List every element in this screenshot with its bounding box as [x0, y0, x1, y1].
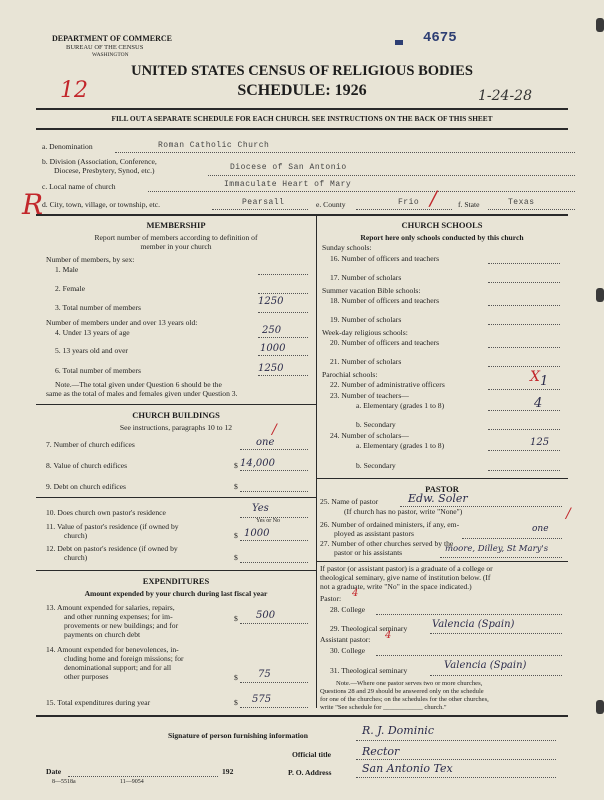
- q8-value-edifices: 8. Value of church edifices: [46, 461, 128, 470]
- division-label-1: b. Division (Association, Conference,: [42, 157, 157, 166]
- q24b-line: [488, 470, 560, 471]
- sunday-schools: Sunday schools:: [322, 243, 372, 252]
- buildings-intro: See instructions, paragraphs 10 to 12: [119, 423, 233, 432]
- official-title-value: Rector: [362, 745, 400, 758]
- age-intro: Number of members under and over 13 years old:: [46, 318, 198, 327]
- buildings-title: CHURCH BUILDINGS: [132, 410, 220, 420]
- membership-intro-2: member in your church: [140, 242, 212, 251]
- q18: 18. Number of officers and teachers: [330, 296, 440, 305]
- city-label: d. City, town, village, or township, etc.: [42, 200, 161, 209]
- denomination-value: Roman Catholic Church: [158, 141, 270, 150]
- schedule-title: SCHEDULE: 1926: [237, 82, 367, 99]
- q23a-value: 4: [534, 396, 543, 411]
- q23a-line: [488, 410, 560, 411]
- q19: 19. Number of scholars: [330, 315, 402, 324]
- dept-line-1: DEPARTMENT OF COMMERCE: [52, 34, 173, 43]
- q27-line-1: 27. Number of other churches served by the: [320, 539, 454, 548]
- city-line: [212, 209, 308, 210]
- q30-line: [376, 655, 562, 656]
- yes-or-no-caption: Yes or No: [256, 518, 281, 524]
- q7-line: [240, 449, 308, 450]
- membership-intro-1: Report number of members according to definition of: [94, 233, 258, 242]
- pastor-note-4: write "See schedule for ____________ church.": [320, 704, 447, 711]
- q13-line-1: 13. Amount expended for salaries, repairs,: [46, 603, 175, 612]
- q6-total: 6. Total number of members: [55, 366, 142, 375]
- po-address-value: San Antonio Tex: [362, 762, 453, 775]
- dept-line-3: WASHINGTON: [92, 52, 129, 58]
- q12-residence-debt-1: 12. Debt on pastor's residence (if owned by: [46, 544, 178, 553]
- q12-dollar: $: [234, 553, 238, 562]
- header-rule-bottom: [36, 128, 568, 130]
- stamp-number: 4675: [423, 30, 457, 46]
- r-mark: R: [22, 188, 44, 221]
- q14-line-4: other purposes: [64, 672, 109, 681]
- denomination-label: a. Denomination: [42, 142, 93, 151]
- q8-value: 14,000: [240, 458, 275, 469]
- q21-line: [488, 366, 560, 367]
- q28-line: [376, 614, 562, 615]
- pastor-red-tick: 4: [352, 588, 359, 599]
- date-label: Date: [46, 767, 62, 776]
- q17: 17. Number of scholars: [330, 273, 402, 282]
- pastor-rule: [316, 561, 568, 562]
- q13-line: [240, 623, 308, 624]
- pastor-title: PASTOR: [425, 484, 459, 494]
- q13-dollar: $: [234, 614, 238, 623]
- q2-female: 2. Female: [55, 284, 85, 293]
- q23b-line: [488, 429, 560, 430]
- schools-intro: Report here only schools conducted by this church: [360, 233, 524, 242]
- q1-line: [258, 274, 308, 275]
- q26-line-1: 26. Number of ordained ministers, if any, em-: [320, 520, 460, 529]
- q12-line: [240, 562, 308, 563]
- q24a: a. Elementary (grades 1 to 8): [356, 441, 445, 450]
- buildings-rule: [36, 570, 316, 571]
- q19-line: [488, 324, 560, 325]
- q13-value: 500: [256, 610, 276, 621]
- q24a-line: [488, 450, 560, 451]
- q14-dollar: $: [234, 673, 238, 682]
- q25-note: (If church has no pastor, write "None"): [344, 507, 463, 516]
- q7-value: one: [256, 437, 275, 448]
- q15-value: 575: [252, 694, 272, 705]
- pastor-red-mark: /: [566, 506, 571, 522]
- q8-dollar: $: [234, 461, 238, 470]
- q24a-value: 125: [530, 437, 550, 448]
- q3-line: [258, 312, 308, 313]
- pastor-note-2: Questions 28 and 29 should be answered only on the schedule: [320, 688, 484, 695]
- q31-value: Valencia (Spain): [444, 660, 527, 671]
- local-name-value: Immaculate Heart of Mary: [224, 180, 352, 189]
- county-value: Frio: [398, 198, 420, 207]
- q27-line: [440, 557, 562, 558]
- expenditures-title: EXPENDITURES: [142, 576, 210, 586]
- handwritten-date: 1-24-28: [478, 88, 532, 104]
- q5-line: [258, 355, 308, 356]
- graduate-note-2: theological seminary, give name of institution below. (If: [320, 573, 491, 582]
- official-title-line: [356, 759, 556, 760]
- q1-male: 1. Male: [55, 265, 79, 274]
- graduate-note-1: If pastor (or assistant pastor) is a graduate of a college or: [320, 564, 493, 573]
- binder-hole-bottom: [596, 700, 604, 714]
- q31-seminary: 31. Theological seminary: [330, 666, 408, 675]
- q23a: a. Elementary (grades 1 to 8): [356, 401, 445, 410]
- q22-red-mark: X: [530, 369, 540, 385]
- q22: 22. Number of administrative officers: [330, 380, 445, 389]
- header-rule-top: [36, 108, 568, 110]
- division-value: Diocese of San Antonio: [230, 163, 347, 172]
- body-bottom-rule: [36, 715, 568, 717]
- identity-rule: [36, 214, 568, 216]
- q15-dollar: $: [234, 698, 238, 707]
- pastor-note-3: for one of the churches; on the schedules for the other churches,: [320, 696, 489, 703]
- division-label-2: Diocese, Presbytery, Synod, etc.): [54, 166, 155, 175]
- handwritten-number: 12: [60, 78, 88, 103]
- summer-schools: Summer vacation Bible schools:: [322, 286, 421, 295]
- form-title: UNITED STATES CENSUS OF RELIGIOUS BODIES: [131, 63, 473, 79]
- q21: 21. Number of scholars: [330, 357, 402, 366]
- q10-owns-residence: 10. Does church own pastor's residence: [46, 508, 166, 517]
- q22-line: [488, 389, 560, 390]
- state-line: [488, 209, 575, 210]
- schools-title: CHURCH SCHOOLS: [401, 220, 483, 230]
- q13-line-4: payments on church debt: [64, 630, 141, 639]
- official-title-label: Official title: [292, 750, 332, 759]
- q16: 16. Number of officers and teachers: [330, 254, 440, 263]
- q14-line-3: denominational support; and for all: [64, 663, 172, 672]
- division-line: [208, 175, 575, 176]
- q7-edifices: 7. Number of church edifices: [46, 440, 135, 449]
- county-label: e. County: [316, 200, 346, 209]
- buildings-red-mark: /: [272, 422, 277, 438]
- membership-title: MEMBERSHIP: [146, 220, 206, 230]
- pastor-sublabel: Pastor:: [320, 594, 342, 603]
- membership-rule: [36, 404, 316, 405]
- q3-value: 1250: [258, 296, 284, 307]
- buildings-mid-rule: [36, 497, 316, 498]
- print-number: 11—9054: [120, 779, 144, 785]
- q23b: b. Secondary: [356, 420, 396, 429]
- q29-value: Valencia (Spain): [432, 619, 515, 630]
- q16-line: [488, 263, 560, 264]
- q11-dollar: $: [234, 531, 238, 540]
- denomination-line: [115, 152, 575, 153]
- q11-line: [240, 540, 308, 541]
- local-name-line: [148, 191, 575, 192]
- q29-line: [430, 633, 562, 634]
- county-check-mark: /: [430, 186, 437, 210]
- membership-note-2: same as the total of males and females given under Question 3.: [46, 389, 238, 398]
- q13-line-3: provements or new buildings; and for: [64, 621, 179, 630]
- signature-line: [356, 740, 556, 741]
- q26-value: one: [532, 524, 549, 534]
- q14-line-1: 14. Amount expended for benevolences, in-: [46, 645, 179, 654]
- q14-value: 75: [258, 669, 271, 680]
- q10-value: Yes: [252, 503, 269, 514]
- q20-line: [488, 347, 560, 348]
- local-name-label: c. Local name of church: [42, 182, 116, 191]
- signature-value: R. J. Dominic: [362, 724, 434, 737]
- q29-seminary: 29. Theological seminary: [330, 624, 408, 633]
- assistant-red-tick: 4: [385, 630, 392, 641]
- po-address-label: P. O. Address: [288, 768, 332, 777]
- q17-line: [488, 282, 560, 283]
- q5-value: 1000: [260, 343, 286, 354]
- expenditures-intro: Amount expended by your church during last fiscal year: [84, 589, 268, 598]
- q24: 24. Number of scholars—: [330, 431, 409, 440]
- date-line: [68, 776, 218, 777]
- q31-line: [430, 675, 562, 676]
- column-divider: [316, 214, 317, 708]
- q22-value: 1: [540, 374, 549, 389]
- binder-hole-top: [596, 18, 604, 32]
- state-value: Texas: [508, 198, 535, 207]
- q27-line-2: pastor or his assistants: [334, 548, 403, 557]
- q9-debt: 9. Debt on church edifices: [46, 482, 126, 491]
- q25-label: 25. Name of pastor: [320, 497, 379, 506]
- state-label: f. State: [458, 200, 480, 209]
- q27-value: moore, Dilley, St Mary's: [445, 544, 549, 554]
- binder-hole-middle: [596, 288, 604, 302]
- q8-line: [240, 470, 308, 471]
- instruction-line: FILL OUT A SEPARATE SCHEDULE FOR EACH CHURCH. SEE INSTRUCTIONS ON THE BACK OF THIS SHEET: [111, 114, 493, 123]
- graduate-note-3: not a graduate, write "No" in the space indicated.): [320, 582, 472, 591]
- county-line: [356, 209, 452, 210]
- q5-13-and-over: 5. 13 years old and over: [55, 346, 128, 355]
- q13-line-2: and other running expenses; for im-: [64, 612, 173, 621]
- parochial-schools: Parochial schools:: [322, 370, 378, 379]
- q11-residence-value-1: 11. Value of pastor's residence (if owned by: [46, 522, 179, 531]
- dept-line-2: BUREAU OF THE CENSUS: [66, 44, 144, 51]
- q30-college: 30. College: [330, 646, 366, 655]
- q14-line-2: cluding home and foreign missions; for: [64, 654, 184, 663]
- q15-total: 15. Total expenditures during year: [46, 698, 151, 707]
- q25-value: Edw. Soler: [408, 492, 468, 505]
- q2-line: [258, 293, 308, 294]
- q11-value: 1000: [244, 528, 270, 539]
- q26-line: [462, 538, 562, 539]
- q9-line: [240, 491, 308, 492]
- weekday-schools: Week-day religious schools:: [322, 328, 408, 337]
- q20: 20. Number of officers and teachers: [330, 338, 440, 347]
- q12-residence-debt-2: church): [64, 553, 88, 562]
- q11-residence-value-2: church): [64, 531, 88, 540]
- q28-college: 28. College: [330, 605, 366, 614]
- q15-line: [240, 707, 308, 708]
- pastor-note-1: Note.—Where one pastor serves two or more churches,: [336, 680, 483, 687]
- q23: 23. Number of teachers—: [330, 391, 409, 400]
- stamp-dot: [395, 40, 403, 45]
- city-value: Pearsall: [242, 198, 285, 207]
- q24b: b. Secondary: [356, 461, 396, 470]
- signature-label: Signature of person furnishing information: [168, 731, 308, 740]
- q6-value: 1250: [258, 363, 284, 374]
- form-number: 8—5518a: [52, 779, 76, 785]
- q6-line: [258, 375, 308, 376]
- q4-line: [258, 337, 308, 338]
- membership-note-1: Note.—The total given under Question 6 should be the: [55, 380, 222, 389]
- q26-line-2: ployed as assistant pastors: [334, 529, 414, 538]
- q14-line: [240, 682, 308, 683]
- q4-under-13: 4. Under 13 years of age: [55, 328, 130, 337]
- schools-rule: [316, 478, 568, 479]
- members-by-sex: Number of members, by sex:: [46, 255, 135, 264]
- po-address-line: [356, 777, 556, 778]
- q18-line: [488, 305, 560, 306]
- q4-value: 250: [262, 325, 282, 336]
- assistant-pastor-sublabel: Assistant pastor:: [320, 635, 371, 644]
- q3-total: 3. Total number of members: [55, 303, 142, 312]
- date-year-suffix: 192: [222, 767, 234, 776]
- q9-dollar: $: [234, 482, 238, 491]
